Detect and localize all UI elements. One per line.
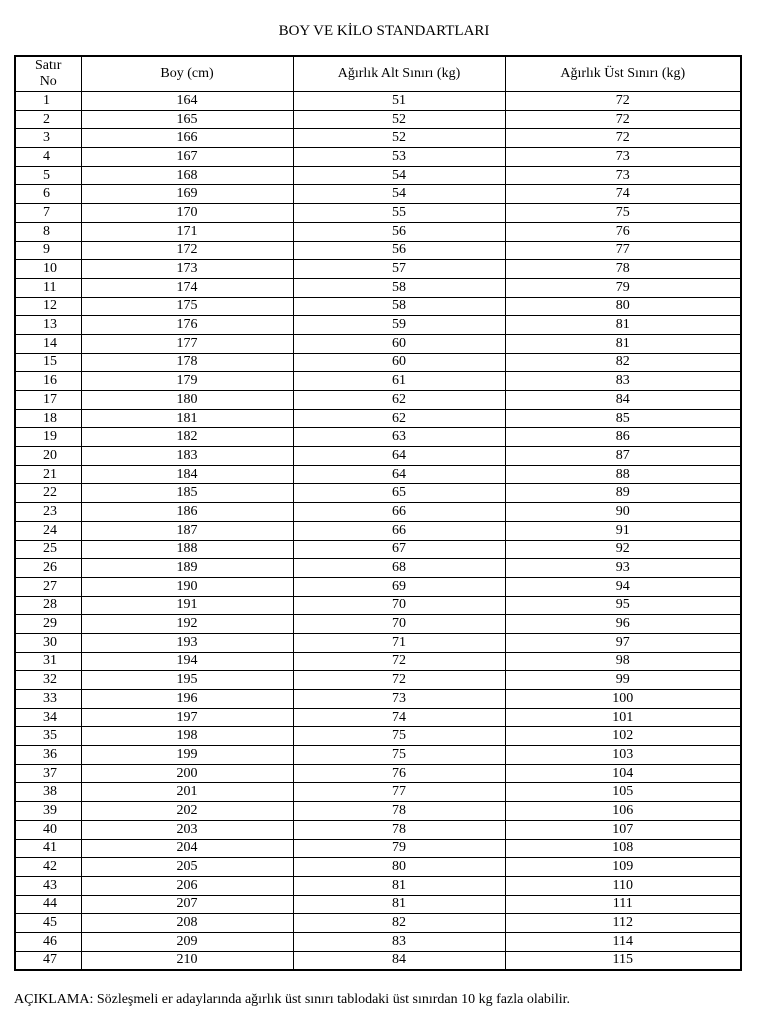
height-cell: 199 (81, 746, 293, 765)
height-cell: 167 (81, 148, 293, 167)
table-row (15, 110, 741, 129)
table-row (15, 839, 741, 858)
table-row (15, 447, 741, 466)
row-number-cell: 39 (15, 802, 81, 821)
height-cell: 174 (81, 278, 293, 297)
min-weight-cell: 78 (293, 802, 505, 821)
table-row (15, 465, 741, 484)
height-cell: 165 (81, 110, 293, 129)
height-cell: 175 (81, 297, 293, 316)
height-cell: 182 (81, 428, 293, 447)
max-weight-cell: 98 (505, 652, 741, 671)
header-row-number-line1: Satır (35, 58, 62, 73)
min-weight-cell: 75 (293, 727, 505, 746)
table-row (15, 671, 741, 690)
table-row (15, 690, 741, 709)
max-weight-cell: 92 (505, 540, 741, 559)
max-weight-cell: 101 (505, 708, 741, 727)
table-row (15, 858, 741, 877)
row-number-cell: 34 (15, 708, 81, 727)
height-cell: 204 (81, 839, 293, 858)
header-max-weight: Ağırlık Üst Sınırı (kg) (505, 56, 741, 92)
height-cell: 192 (81, 615, 293, 634)
row-number-cell: 2 (15, 110, 81, 129)
table-row (15, 540, 741, 559)
max-weight-cell: 85 (505, 409, 741, 428)
min-weight-cell: 73 (293, 690, 505, 709)
max-weight-cell: 95 (505, 596, 741, 615)
height-cell: 189 (81, 559, 293, 578)
table-row (15, 764, 741, 783)
table-row (15, 297, 741, 316)
height-cell: 205 (81, 858, 293, 877)
table-row (15, 895, 741, 914)
table-row (15, 204, 741, 223)
row-number-cell: 18 (15, 409, 81, 428)
min-weight-cell: 74 (293, 708, 505, 727)
table-row (15, 260, 741, 279)
height-cell: 179 (81, 372, 293, 391)
table-row (15, 914, 741, 933)
min-weight-cell: 62 (293, 391, 505, 410)
min-weight-cell: 84 (293, 951, 505, 970)
min-weight-cell: 78 (293, 820, 505, 839)
height-cell: 209 (81, 932, 293, 951)
header-row-number (15, 56, 81, 92)
max-weight-cell: 109 (505, 858, 741, 877)
height-cell: 188 (81, 540, 293, 559)
max-weight-cell: 73 (505, 166, 741, 185)
max-weight-cell: 111 (505, 895, 741, 914)
table-row (15, 932, 741, 951)
table-row (15, 428, 741, 447)
height-cell: 193 (81, 633, 293, 652)
max-weight-cell: 105 (505, 783, 741, 802)
row-number-cell: 27 (15, 577, 81, 596)
height-cell: 196 (81, 690, 293, 709)
table-row (15, 129, 741, 148)
row-number-cell: 16 (15, 372, 81, 391)
row-number-cell: 20 (15, 447, 81, 466)
row-number-cell: 11 (15, 278, 81, 297)
row-number-cell: 33 (15, 690, 81, 709)
table-row (15, 820, 741, 839)
min-weight-cell: 69 (293, 577, 505, 596)
max-weight-cell: 114 (505, 932, 741, 951)
min-weight-cell: 56 (293, 222, 505, 241)
table-row (15, 708, 741, 727)
max-weight-cell: 75 (505, 204, 741, 223)
table-row (15, 409, 741, 428)
height-cell: 200 (81, 764, 293, 783)
row-number-cell: 22 (15, 484, 81, 503)
min-weight-cell: 58 (293, 278, 505, 297)
row-number-cell: 31 (15, 652, 81, 671)
footnote: AÇIKLAMA: Sözleşmeli er adaylarında ağırlık üst sınırı tablodaki üst sınırdan 10 kg fazla olabilir. (14, 992, 570, 1007)
max-weight-cell: 112 (505, 914, 741, 933)
min-weight-cell: 58 (293, 297, 505, 316)
table-row (15, 278, 741, 297)
row-number-cell: 36 (15, 746, 81, 765)
max-weight-cell: 110 (505, 876, 741, 895)
row-number-cell: 9 (15, 241, 81, 260)
height-cell: 191 (81, 596, 293, 615)
height-cell: 184 (81, 465, 293, 484)
table-row (15, 577, 741, 596)
min-weight-cell: 72 (293, 671, 505, 690)
max-weight-cell: 80 (505, 297, 741, 316)
min-weight-cell: 80 (293, 858, 505, 877)
row-number-cell: 6 (15, 185, 81, 204)
max-weight-cell: 115 (505, 951, 741, 970)
height-cell: 203 (81, 820, 293, 839)
min-weight-cell: 60 (293, 353, 505, 372)
min-weight-cell: 52 (293, 129, 505, 148)
max-weight-cell: 108 (505, 839, 741, 858)
max-weight-cell: 76 (505, 222, 741, 241)
table-row (15, 241, 741, 260)
height-cell: 181 (81, 409, 293, 428)
height-cell: 201 (81, 783, 293, 802)
height-cell: 164 (81, 92, 293, 111)
row-number-cell: 35 (15, 727, 81, 746)
min-weight-cell: 57 (293, 260, 505, 279)
max-weight-cell: 90 (505, 503, 741, 522)
row-number-cell: 32 (15, 671, 81, 690)
table-row (15, 484, 741, 503)
height-cell: 166 (81, 129, 293, 148)
row-number-cell: 14 (15, 334, 81, 353)
row-number-cell: 26 (15, 559, 81, 578)
min-weight-cell: 71 (293, 633, 505, 652)
max-weight-cell: 89 (505, 484, 741, 503)
max-weight-cell: 97 (505, 633, 741, 652)
table-header-row (15, 56, 741, 92)
height-cell: 185 (81, 484, 293, 503)
height-cell: 168 (81, 166, 293, 185)
table-row (15, 391, 741, 410)
table-row (15, 148, 741, 167)
height-cell: 186 (81, 503, 293, 522)
row-number-cell: 42 (15, 858, 81, 877)
row-number-cell: 7 (15, 204, 81, 223)
min-weight-cell: 60 (293, 334, 505, 353)
row-number-cell: 41 (15, 839, 81, 858)
height-cell: 173 (81, 260, 293, 279)
row-number-cell: 1 (15, 92, 81, 111)
min-weight-cell: 66 (293, 503, 505, 522)
height-cell: 178 (81, 353, 293, 372)
max-weight-cell: 73 (505, 148, 741, 167)
row-number-cell: 38 (15, 783, 81, 802)
min-weight-cell: 52 (293, 110, 505, 129)
table-row (15, 615, 741, 634)
table-row (15, 652, 741, 671)
row-number-cell: 37 (15, 764, 81, 783)
table-row (15, 746, 741, 765)
height-cell: 202 (81, 802, 293, 821)
height-cell: 187 (81, 521, 293, 540)
max-weight-cell: 82 (505, 353, 741, 372)
min-weight-cell: 63 (293, 428, 505, 447)
row-number-cell: 19 (15, 428, 81, 447)
height-cell: 171 (81, 222, 293, 241)
table-row (15, 596, 741, 615)
row-number-cell: 29 (15, 615, 81, 634)
height-cell: 195 (81, 671, 293, 690)
max-weight-cell: 99 (505, 671, 741, 690)
max-weight-cell: 83 (505, 372, 741, 391)
min-weight-cell: 70 (293, 596, 505, 615)
row-number-cell: 45 (15, 914, 81, 933)
height-cell: 180 (81, 391, 293, 410)
height-weight-table (14, 55, 742, 971)
row-number-cell: 23 (15, 503, 81, 522)
max-weight-cell: 91 (505, 521, 741, 540)
min-weight-cell: 82 (293, 914, 505, 933)
row-number-cell: 30 (15, 633, 81, 652)
min-weight-cell: 55 (293, 204, 505, 223)
max-weight-cell: 77 (505, 241, 741, 260)
min-weight-cell: 56 (293, 241, 505, 260)
max-weight-cell: 79 (505, 278, 741, 297)
max-weight-cell: 87 (505, 447, 741, 466)
max-weight-cell: 102 (505, 727, 741, 746)
table-row (15, 633, 741, 652)
table-row (15, 353, 741, 372)
max-weight-cell: 86 (505, 428, 741, 447)
height-cell: 194 (81, 652, 293, 671)
table-row (15, 185, 741, 204)
min-weight-cell: 66 (293, 521, 505, 540)
row-number-cell: 43 (15, 876, 81, 895)
height-cell: 206 (81, 876, 293, 895)
max-weight-cell: 96 (505, 615, 741, 634)
min-weight-cell: 65 (293, 484, 505, 503)
max-weight-cell: 81 (505, 334, 741, 353)
table-row (15, 559, 741, 578)
height-cell: 177 (81, 334, 293, 353)
max-weight-cell: 74 (505, 185, 741, 204)
min-weight-cell: 67 (293, 540, 505, 559)
min-weight-cell: 54 (293, 166, 505, 185)
min-weight-cell: 79 (293, 839, 505, 858)
row-number-cell: 4 (15, 148, 81, 167)
min-weight-cell: 53 (293, 148, 505, 167)
min-weight-cell: 70 (293, 615, 505, 634)
max-weight-cell: 72 (505, 129, 741, 148)
table-body (15, 92, 741, 971)
row-number-cell: 10 (15, 260, 81, 279)
row-number-cell: 5 (15, 166, 81, 185)
max-weight-cell: 107 (505, 820, 741, 839)
height-cell: 170 (81, 204, 293, 223)
max-weight-cell: 94 (505, 577, 741, 596)
height-cell: 169 (81, 185, 293, 204)
row-number-cell: 21 (15, 465, 81, 484)
row-number-cell: 15 (15, 353, 81, 372)
min-weight-cell: 64 (293, 447, 505, 466)
height-cell: 207 (81, 895, 293, 914)
max-weight-cell: 93 (505, 559, 741, 578)
max-weight-cell: 106 (505, 802, 741, 821)
height-cell: 197 (81, 708, 293, 727)
table-row (15, 727, 741, 746)
row-number-cell: 24 (15, 521, 81, 540)
min-weight-cell: 77 (293, 783, 505, 802)
min-weight-cell: 59 (293, 316, 505, 335)
max-weight-cell: 72 (505, 92, 741, 111)
max-weight-cell: 103 (505, 746, 741, 765)
page-title: BOY VE KİLO STANDARTLARI (278, 23, 490, 39)
height-cell: 210 (81, 951, 293, 970)
row-number-cell: 46 (15, 932, 81, 951)
max-weight-cell: 84 (505, 391, 741, 410)
min-weight-cell: 76 (293, 764, 505, 783)
max-weight-cell: 104 (505, 764, 741, 783)
height-cell: 183 (81, 447, 293, 466)
table-row (15, 951, 741, 970)
min-weight-cell: 68 (293, 559, 505, 578)
row-number-cell: 28 (15, 596, 81, 615)
row-number-cell: 8 (15, 222, 81, 241)
table-row (15, 521, 741, 540)
table-row (15, 503, 741, 522)
row-number-cell: 44 (15, 895, 81, 914)
min-weight-cell: 54 (293, 185, 505, 204)
max-weight-cell: 78 (505, 260, 741, 279)
min-weight-cell: 62 (293, 409, 505, 428)
row-number-cell: 40 (15, 820, 81, 839)
header-row-number-line2: No (39, 74, 57, 89)
min-weight-cell: 64 (293, 465, 505, 484)
max-weight-cell: 100 (505, 690, 741, 709)
height-cell: 176 (81, 316, 293, 335)
row-number-cell: 17 (15, 391, 81, 410)
max-weight-cell: 81 (505, 316, 741, 335)
table-row (15, 334, 741, 353)
min-weight-cell: 72 (293, 652, 505, 671)
table-row (15, 166, 741, 185)
row-number-cell: 25 (15, 540, 81, 559)
height-cell: 190 (81, 577, 293, 596)
header-height: Boy (cm) (81, 56, 293, 92)
row-number-cell: 12 (15, 297, 81, 316)
max-weight-cell: 72 (505, 110, 741, 129)
height-cell: 172 (81, 241, 293, 260)
min-weight-cell: 75 (293, 746, 505, 765)
table-row (15, 222, 741, 241)
height-cell: 198 (81, 727, 293, 746)
row-number-cell: 47 (15, 951, 81, 970)
height-cell: 208 (81, 914, 293, 933)
row-number-cell: 13 (15, 316, 81, 335)
header-min-weight: Ağırlık Alt Sınırı (kg) (293, 56, 505, 92)
min-weight-cell: 81 (293, 895, 505, 914)
table-row (15, 92, 741, 111)
table-row (15, 783, 741, 802)
min-weight-cell: 51 (293, 92, 505, 111)
max-weight-cell: 88 (505, 465, 741, 484)
table-row (15, 316, 741, 335)
table-row (15, 802, 741, 821)
min-weight-cell: 83 (293, 932, 505, 951)
min-weight-cell: 81 (293, 876, 505, 895)
row-number-cell: 3 (15, 129, 81, 148)
min-weight-cell: 61 (293, 372, 505, 391)
table-row (15, 372, 741, 391)
table-row (15, 876, 741, 895)
